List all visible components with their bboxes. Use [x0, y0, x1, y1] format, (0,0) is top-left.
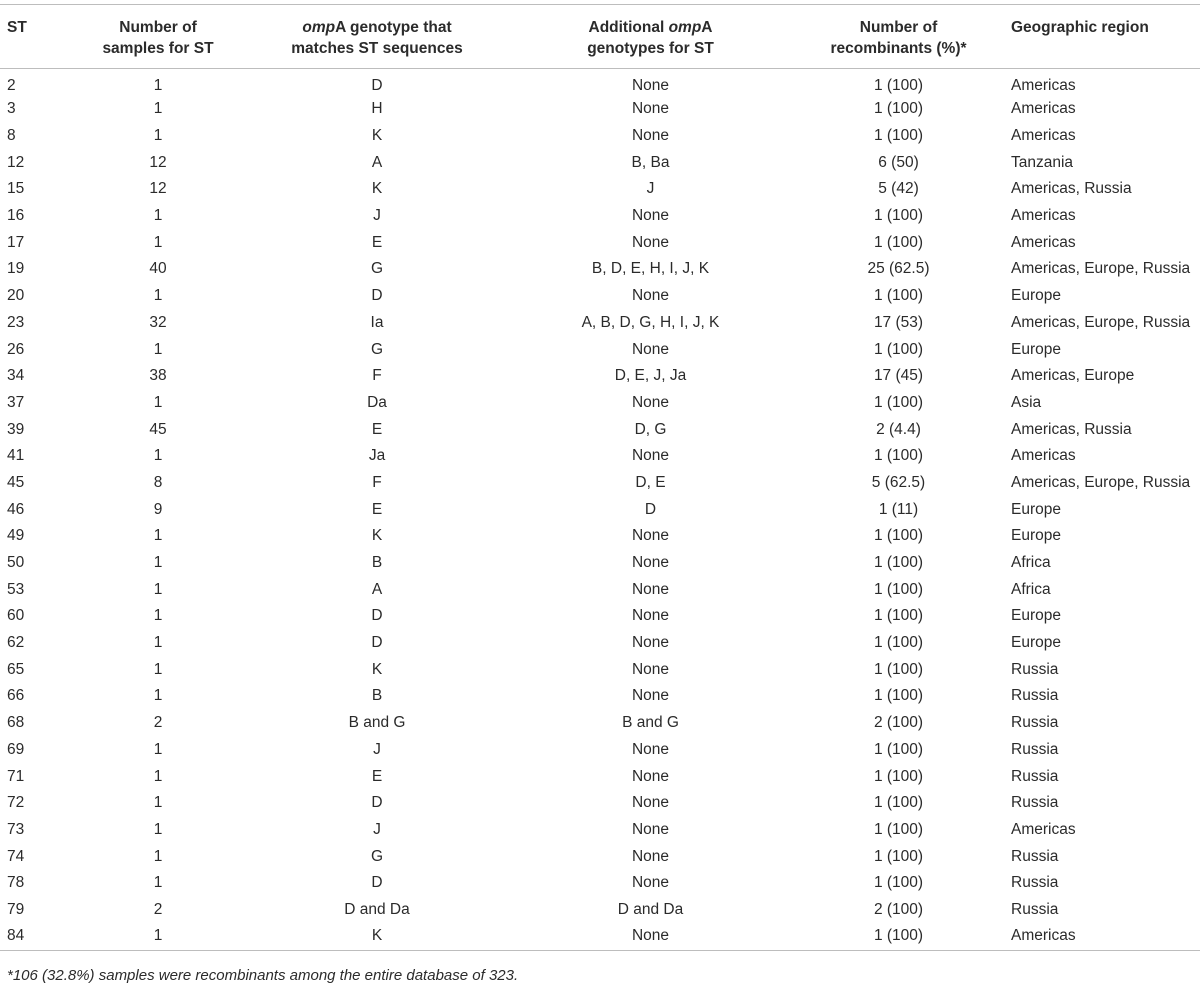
cell-st: 39 — [7, 420, 25, 438]
cell-recombinants: 1 (100) — [873, 77, 924, 94]
cell-st: 50 — [7, 554, 25, 572]
cell-ompa-genotype: E — [371, 500, 383, 518]
cell-sample-count: 1 — [153, 233, 163, 251]
cell-sample-count: 1 — [153, 847, 163, 865]
cell-recombinants: 1 (100) — [873, 874, 924, 892]
cell-st: 45 — [7, 473, 25, 491]
cell-recombinants: 1 (100) — [873, 607, 924, 625]
cell-sample-count: 1 — [153, 287, 163, 305]
cell-st: 84 — [7, 927, 25, 945]
table-row — [0, 923, 1200, 950]
table-row — [0, 870, 1200, 897]
cell-geographic-region: Russia — [1011, 740, 1059, 758]
cell-sample-count: 40 — [149, 260, 167, 278]
header-geo-label: Geographic region — [1011, 19, 1149, 36]
table-row — [0, 69, 1200, 97]
cell-recombinants: 1 (100) — [873, 233, 924, 251]
header-recombinants-line2: recombinants (%)* — [830, 40, 967, 57]
cell-geographic-region: Americas — [1011, 447, 1076, 465]
cell-ompa-genotype: Ia — [370, 313, 384, 331]
cell-geographic-region: Americas — [1011, 820, 1076, 838]
cell-geographic-region: Americas — [1011, 233, 1076, 251]
cell-sample-count: 1 — [153, 820, 163, 838]
cell-ompa-genotype: G — [370, 340, 384, 358]
table-row — [0, 710, 1200, 737]
cell-geographic-region: Europe — [1011, 527, 1061, 545]
cell-geographic-region: Americas — [1011, 207, 1076, 225]
cell-st: 46 — [7, 500, 25, 518]
table-row — [0, 843, 1200, 870]
cell-ompa-genotype: K — [371, 127, 383, 145]
cell-recombinants: 1 (100) — [873, 580, 924, 598]
cell-recombinants: 1 (100) — [873, 287, 924, 305]
cell-sample-count: 1 — [153, 100, 163, 118]
table-row — [0, 443, 1200, 470]
cell-geographic-region: Europe — [1011, 607, 1061, 625]
header-samples-line2: samples for ST — [102, 40, 214, 57]
cell-additional-genotypes: D, G — [634, 420, 667, 438]
cell-st: 2 — [7, 77, 16, 94]
cell-sample-count: 1 — [153, 740, 163, 758]
cell-additional-genotypes: None — [631, 687, 670, 705]
cell-ompa-genotype: G — [370, 260, 384, 278]
header-additional-post: A — [701, 19, 713, 36]
cell-recombinants: 1 (100) — [873, 634, 924, 652]
cell-additional-genotypes: None — [631, 927, 670, 945]
st-ompa-table — [0, 4, 1200, 951]
cell-recombinants: 1 (100) — [873, 127, 924, 145]
cell-ompa-genotype: B — [371, 687, 383, 705]
cell-geographic-region: Europe — [1011, 500, 1061, 518]
cell-recombinants: 1 (100) — [873, 660, 924, 678]
table-row — [0, 283, 1200, 310]
cell-geographic-region: Asia — [1011, 393, 1042, 411]
cell-recombinants: 1 (100) — [873, 794, 924, 812]
cell-ompa-genotype: D — [371, 607, 383, 625]
cell-ompa-genotype: B — [371, 554, 383, 572]
header-ompa-genotype — [250, 5, 504, 69]
table-row — [0, 550, 1200, 577]
cell-additional-genotypes: None — [631, 207, 670, 225]
cell-st: 37 — [7, 393, 25, 411]
cell-sample-count: 1 — [153, 207, 163, 225]
cell-recombinants: 2 (4.4) — [876, 420, 921, 438]
cell-ompa-genotype: E — [371, 420, 383, 438]
table-footnote: *106 (32.8%) samples were recombinants among the entire database of 323. — [7, 967, 519, 984]
cell-st: 8 — [7, 127, 16, 145]
header-samples — [66, 5, 250, 69]
table-row — [0, 229, 1200, 256]
cell-ompa-genotype: A — [371, 580, 383, 598]
cell-recombinants: 17 (53) — [873, 313, 924, 331]
cell-ompa-genotype: B and G — [348, 714, 406, 732]
table-row — [0, 496, 1200, 523]
data-table-container — [0, 4, 1200, 951]
cell-recombinants: 1 (100) — [873, 447, 924, 465]
header-additional-ompa — [504, 5, 797, 69]
table-row — [0, 363, 1200, 390]
cell-recombinants: 1 (100) — [873, 393, 924, 411]
cell-geographic-region: Russia — [1011, 767, 1059, 785]
cell-recombinants: 1 (100) — [873, 767, 924, 785]
cell-geographic-region: Russia — [1011, 660, 1059, 678]
header-ompa-line1: A genotype that — [335, 19, 452, 36]
cell-sample-count: 1 — [153, 634, 163, 652]
cell-sample-count: 1 — [153, 77, 163, 94]
cell-additional-genotypes: None — [631, 767, 670, 785]
cell-ompa-genotype: E — [371, 233, 383, 251]
cell-ompa-genotype: D — [371, 794, 383, 812]
cell-additional-genotypes: A, B, D, G, H, I, J, K — [581, 313, 720, 331]
cell-sample-count: 12 — [149, 180, 167, 198]
cell-recombinants: 1 (100) — [873, 687, 924, 705]
cell-ompa-genotype: Da — [367, 393, 387, 411]
cell-ompa-genotype: F — [372, 367, 382, 385]
cell-geographic-region: Americas — [1011, 100, 1076, 118]
cell-additional-genotypes: D — [644, 500, 657, 518]
cell-recombinants: 1 (100) — [873, 820, 924, 838]
header-recombinants-line1: Number of — [859, 19, 938, 36]
cell-st: 17 — [7, 233, 25, 251]
cell-additional-genotypes: None — [631, 660, 670, 678]
cell-recombinants: 1 (100) — [873, 527, 924, 545]
cell-geographic-region: Americas, Europe — [1011, 367, 1135, 385]
header-st — [0, 5, 66, 69]
cell-sample-count: 1 — [153, 447, 163, 465]
cell-geographic-region: Russia — [1011, 687, 1059, 705]
cell-additional-genotypes: B and G — [622, 714, 679, 732]
cell-recombinants: 25 (62.5) — [867, 260, 930, 278]
cell-additional-genotypes: None — [631, 77, 670, 94]
cell-ompa-genotype: D — [371, 634, 383, 652]
cell-sample-count: 1 — [153, 127, 163, 145]
cell-sample-count: 2 — [153, 900, 163, 918]
cell-sample-count: 1 — [153, 794, 163, 812]
header-samples-line1: Number of — [119, 19, 197, 36]
cell-additional-genotypes: None — [631, 580, 670, 598]
cell-additional-genotypes: D, E, J, Ja — [614, 367, 687, 385]
cell-st: 34 — [7, 367, 25, 385]
cell-geographic-region: Russia — [1011, 847, 1059, 865]
cell-ompa-genotype: J — [373, 207, 381, 225]
cell-st: 73 — [7, 820, 25, 838]
cell-geographic-region: Africa — [1011, 554, 1051, 572]
cell-additional-genotypes: None — [631, 100, 670, 118]
cell-st: 69 — [7, 740, 25, 758]
cell-sample-count: 1 — [153, 340, 163, 358]
cell-recombinants: 1 (100) — [873, 927, 924, 945]
cell-geographic-region: Americas, Europe, Russia — [1011, 473, 1191, 491]
cell-additional-genotypes: D, E — [635, 473, 666, 491]
cell-ompa-genotype: K — [371, 927, 383, 945]
cell-additional-genotypes: None — [631, 233, 670, 251]
cell-st: 71 — [7, 767, 25, 785]
cell-st: 16 — [7, 207, 25, 225]
cell-ompa-genotype: E — [371, 767, 383, 785]
cell-recombinants: 17 (45) — [873, 367, 924, 385]
cell-st: 26 — [7, 340, 25, 358]
cell-recombinants: 5 (42) — [878, 180, 919, 198]
cell-st: 62 — [7, 634, 25, 652]
cell-recombinants: 1 (100) — [873, 340, 924, 358]
cell-st: 53 — [7, 580, 25, 598]
header-additional-italic: omp — [668, 19, 702, 36]
table-row — [0, 817, 1200, 844]
cell-additional-genotypes: None — [631, 607, 670, 625]
cell-st: 66 — [7, 687, 25, 705]
cell-ompa-genotype: F — [372, 473, 382, 491]
cell-recombinants: 1 (100) — [873, 100, 924, 118]
table-row — [0, 336, 1200, 363]
cell-ompa-genotype: J — [373, 740, 381, 758]
cell-sample-count: 38 — [149, 367, 167, 385]
header-recombinants — [797, 5, 1000, 69]
cell-st: 15 — [7, 180, 25, 198]
cell-additional-genotypes: None — [631, 447, 670, 465]
header-ompa-italic: omp — [302, 19, 336, 36]
cell-geographic-region: Americas, Europe, Russia — [1011, 260, 1191, 278]
cell-ompa-genotype: D — [371, 77, 383, 94]
cell-geographic-region: Europe — [1011, 287, 1061, 305]
cell-sample-count: 1 — [153, 687, 163, 705]
table-body — [0, 69, 1200, 951]
cell-ompa-genotype: K — [371, 660, 383, 678]
cell-sample-count: 8 — [153, 473, 163, 491]
cell-ompa-genotype: Ja — [368, 447, 386, 465]
cell-geographic-region: Tanzania — [1011, 153, 1074, 171]
cell-recombinants: 1 (11) — [878, 500, 919, 518]
cell-ompa-genotype: G — [370, 847, 384, 865]
cell-recombinants: 1 (100) — [873, 847, 924, 865]
cell-st: 3 — [7, 100, 16, 118]
table-row — [0, 310, 1200, 337]
cell-additional-genotypes: None — [631, 874, 670, 892]
cell-sample-count: 1 — [153, 660, 163, 678]
table-row — [0, 737, 1200, 764]
cell-additional-genotypes: None — [631, 393, 670, 411]
table-header — [0, 5, 1200, 69]
cell-additional-genotypes: None — [631, 340, 670, 358]
cell-ompa-genotype: H — [371, 100, 383, 118]
cell-geographic-region: Russia — [1011, 874, 1059, 892]
table-row — [0, 576, 1200, 603]
cell-additional-genotypes: None — [631, 847, 670, 865]
cell-sample-count: 2 — [153, 714, 163, 732]
cell-sample-count: 45 — [149, 420, 167, 438]
cell-st: 72 — [7, 794, 25, 812]
cell-recombinants: 1 (100) — [873, 207, 924, 225]
table-row — [0, 123, 1200, 150]
cell-st: 65 — [7, 660, 25, 678]
cell-sample-count: 12 — [149, 153, 167, 171]
cell-ompa-genotype: D — [371, 287, 383, 305]
cell-recombinants: 1 (100) — [873, 554, 924, 572]
cell-ompa-genotype: D and Da — [344, 900, 410, 918]
cell-geographic-region: Americas, Russia — [1011, 180, 1132, 198]
cell-geographic-region: Russia — [1011, 900, 1059, 918]
cell-additional-genotypes: J — [646, 180, 655, 198]
cell-recombinants: 1 (100) — [873, 740, 924, 758]
cell-sample-count: 1 — [153, 927, 163, 945]
table-row — [0, 603, 1200, 630]
header-ompa-line2: matches ST sequences — [291, 40, 463, 57]
cell-geographic-region: Americas — [1011, 927, 1076, 945]
cell-recombinants: 6 (50) — [878, 153, 919, 171]
cell-additional-genotypes: D and Da — [617, 900, 684, 918]
cell-additional-genotypes: None — [631, 287, 670, 305]
cell-sample-count: 1 — [153, 767, 163, 785]
table-row — [0, 897, 1200, 924]
table-row — [0, 470, 1200, 497]
cell-ompa-genotype: K — [371, 527, 383, 545]
cell-ompa-genotype: J — [373, 820, 381, 838]
table-row — [0, 790, 1200, 817]
cell-sample-count: 1 — [153, 527, 163, 545]
header-geographic-region — [1000, 5, 1200, 69]
cell-sample-count: 1 — [153, 580, 163, 598]
cell-geographic-region: Europe — [1011, 340, 1061, 358]
table-row — [0, 256, 1200, 283]
cell-recombinants: 5 (62.5) — [871, 473, 926, 491]
cell-sample-count: 1 — [153, 874, 163, 892]
cell-sample-count: 32 — [149, 313, 167, 331]
cell-st: 20 — [7, 287, 25, 305]
table-row — [0, 683, 1200, 710]
table-row — [0, 96, 1200, 123]
cell-st: 78 — [7, 874, 25, 892]
cell-st: 60 — [7, 607, 25, 625]
cell-sample-count: 1 — [153, 554, 163, 572]
cell-geographic-region: Americas — [1011, 127, 1076, 145]
table-row — [0, 390, 1200, 417]
cell-sample-count: 9 — [153, 500, 163, 518]
cell-sample-count: 1 — [153, 393, 163, 411]
cell-additional-genotypes: B, D, E, H, I, J, K — [591, 260, 710, 278]
cell-ompa-genotype: K — [371, 180, 383, 198]
cell-st: 19 — [7, 260, 25, 278]
cell-additional-genotypes: None — [631, 634, 670, 652]
cell-geographic-region: Russia — [1011, 714, 1059, 732]
cell-additional-genotypes: None — [631, 127, 670, 145]
table-row — [0, 630, 1200, 657]
cell-sample-count: 1 — [153, 607, 163, 625]
cell-st: 41 — [7, 447, 25, 465]
cell-st: 79 — [7, 900, 25, 918]
cell-geographic-region: Americas — [1011, 77, 1076, 94]
table-row — [0, 416, 1200, 443]
table-row — [0, 149, 1200, 176]
cell-st: 74 — [7, 847, 25, 865]
cell-geographic-region: Russia — [1011, 794, 1059, 812]
cell-recombinants: 2 (100) — [873, 900, 924, 918]
header-additional-pre: Additional — [588, 19, 669, 36]
cell-ompa-genotype: A — [371, 153, 383, 171]
cell-additional-genotypes: None — [631, 554, 670, 572]
cell-additional-genotypes: None — [631, 820, 670, 838]
cell-st: 23 — [7, 313, 25, 331]
table-row — [0, 656, 1200, 683]
cell-recombinants: 2 (100) — [873, 714, 924, 732]
cell-st: 68 — [7, 714, 25, 732]
cell-additional-genotypes: B, Ba — [631, 153, 670, 171]
cell-additional-genotypes: None — [631, 527, 670, 545]
cell-geographic-region: Africa — [1011, 580, 1051, 598]
table-row — [0, 523, 1200, 550]
table-row — [0, 203, 1200, 230]
cell-geographic-region: Americas, Europe, Russia — [1011, 313, 1191, 331]
cell-st: 49 — [7, 527, 25, 545]
header-row — [0, 5, 1200, 69]
cell-geographic-region: Americas, Russia — [1011, 420, 1132, 438]
table-row — [0, 763, 1200, 790]
cell-geographic-region: Europe — [1011, 634, 1061, 652]
table-row — [0, 176, 1200, 203]
cell-st: 12 — [7, 153, 25, 171]
header-st-label: ST — [7, 19, 27, 36]
cell-ompa-genotype: D — [371, 874, 383, 892]
header-additional-line2: genotypes for ST — [587, 40, 714, 57]
cell-additional-genotypes: None — [631, 740, 670, 758]
cell-additional-genotypes: None — [631, 794, 670, 812]
